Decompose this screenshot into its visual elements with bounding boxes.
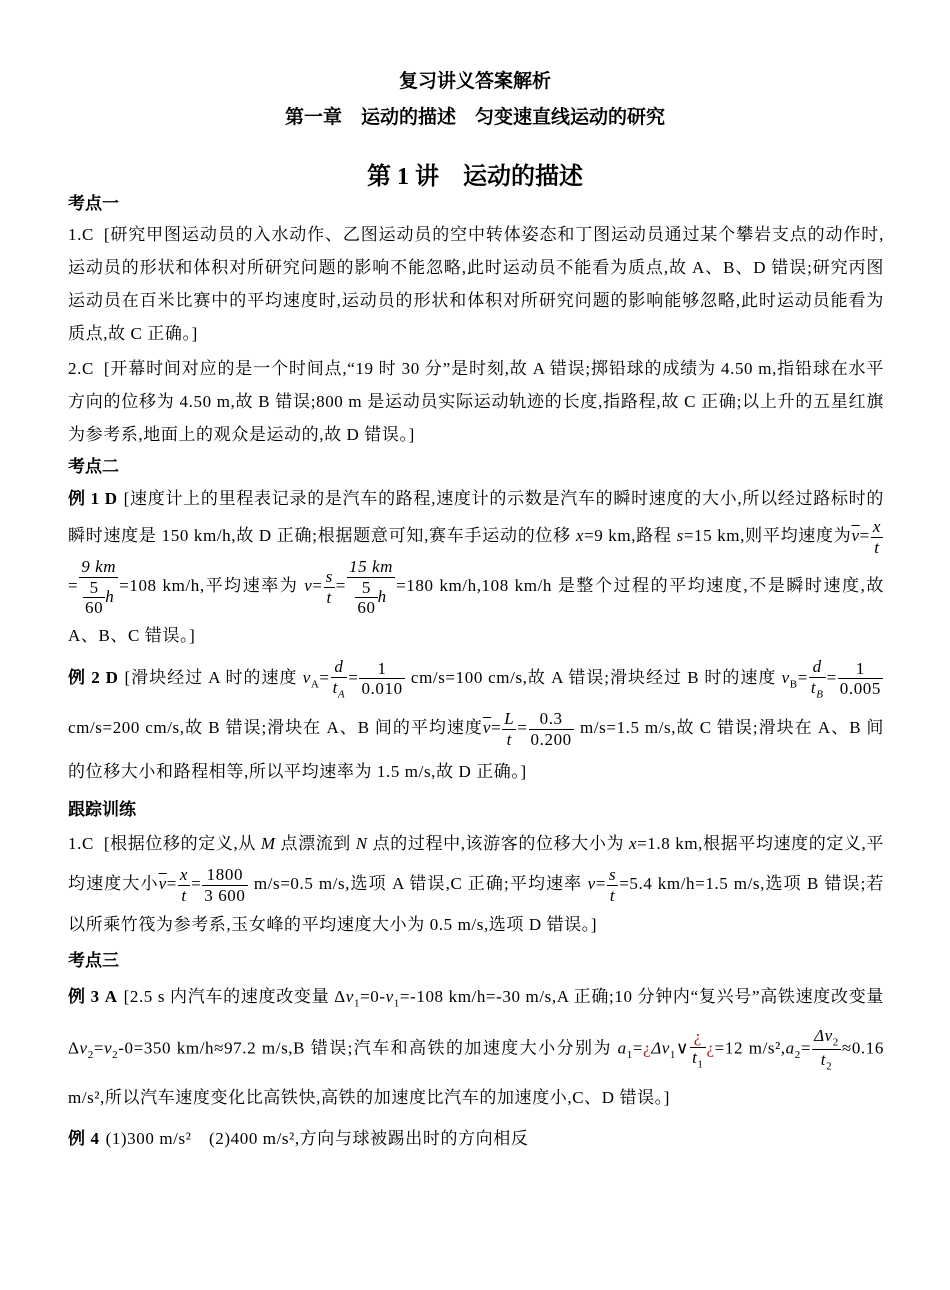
math-eq: = — [191, 874, 202, 894]
frac-den: 60 — [357, 598, 376, 618]
fraction-1800-over-3600 — [202, 865, 247, 905]
frac-num: 9 km — [81, 557, 117, 577]
frac-num: 5 — [83, 578, 105, 599]
fraction-s-over-t — [607, 865, 618, 905]
example-label: 例 3 A — [68, 987, 118, 1007]
answer-training-1 — [68, 824, 884, 945]
text-run: =1.8 km,根据平均速度的定义,平均速度大小 — [68, 834, 885, 894]
frac-den: t — [874, 537, 880, 557]
math-eq: = — [312, 576, 323, 596]
math-var: s — [676, 525, 684, 545]
answer-text: (1)300 m/s² (2)400 m/s²,方向与球被踢出时的方向相反 — [105, 1129, 529, 1149]
text-run: =5.4 km/h=1.5 m/s,选项 B 错误;若以所乘竹筏为参考系,玉女峰的平均速度大小为 0.5 m/s,选项 D 错误。] — [68, 874, 884, 935]
section-kaodian-1: 考点一 — [68, 194, 119, 213]
frac-num: x — [179, 865, 189, 885]
chapter-title: 第一章 运动的描述 匀变速直线运动的研究 — [284, 107, 665, 128]
math-var: v — [104, 1038, 113, 1058]
frac-num: x — [872, 517, 881, 536]
math-sub: 1 — [697, 1058, 704, 1071]
answer-label: 1.C — [68, 225, 94, 244]
text-run: =180 km/h,108 km/h 是整个过程的平均速度,不是瞬时速度,故 A、B、C 错误。] — [68, 576, 884, 645]
fraction-s-over-t — [324, 567, 335, 607]
math-var: a — [785, 1038, 795, 1058]
math-eq: = — [93, 1038, 104, 1058]
text-run: m/s=1.5 m/s,故 C 错误;滑块在 A、B 间的位移大小和路程相等,所以平均速率为 1.5 m/s,故 D 正确。] — [68, 718, 884, 782]
math-eq: = — [826, 667, 837, 687]
math-sub: 2 — [87, 1048, 94, 1061]
math-eq: = — [859, 525, 870, 545]
lecture-title: 第 1 讲 运动的描述 — [367, 164, 583, 190]
text-run: [2.5 s 内汽车的速度改变量 Δ — [123, 987, 346, 1007]
text-run: cm/s=200 cm/s,故 B 错误;滑块在 A、B 间的平均速度 — [68, 718, 483, 738]
section-kaodian-3: 考点三 — [68, 951, 119, 971]
math-sub: 2 — [112, 1048, 119, 1061]
math-sub: A — [310, 678, 320, 691]
text-run: =-108 km/h=-30 m/s,A 正确;10 分钟内“复兴号”高铁速度改变量 Δ — [68, 987, 884, 1058]
math-eq: = — [517, 718, 528, 738]
math-var: a — [617, 1038, 627, 1058]
fraction-1-over-0010 — [359, 659, 404, 699]
math-sub: 1 — [353, 997, 361, 1010]
math-eq: = — [335, 576, 346, 596]
frac-den: t — [506, 729, 512, 749]
math-sub: A — [337, 687, 346, 700]
example-label: 例 1 D — [68, 489, 118, 508]
frac-den: t — [326, 587, 332, 607]
garbled-glyph: ∨ — [676, 1038, 690, 1058]
fraction-9km-over-5-60h — [79, 557, 118, 618]
math-var: N — [355, 834, 368, 854]
math-var: M — [260, 834, 276, 854]
math-eq: = — [797, 667, 808, 687]
text-run: 点漂流到 — [275, 834, 356, 854]
frac-num: ¿ — [690, 1027, 705, 1048]
math-var: $\overline{v}$ — [851, 525, 860, 545]
fraction-x-over-t — [871, 517, 883, 557]
math-var: v — [304, 576, 313, 596]
math-sub: B — [816, 687, 824, 700]
math-eq: = — [319, 667, 330, 687]
text-run: [根据位移的定义,从 — [103, 834, 261, 854]
frac-num: 1 — [838, 659, 883, 680]
math-delta: Δ — [814, 1025, 825, 1045]
text-run: [滑块经过 A 时的速度 — [124, 667, 303, 687]
math-var: x — [575, 525, 585, 545]
garbled-glyph: ¿ — [643, 1038, 652, 1058]
math-sub: 2 — [826, 1060, 833, 1073]
fraction-1-over-0005 — [838, 659, 883, 699]
text-run: =12 m/s², — [714, 1038, 786, 1058]
frac-den: t — [609, 885, 616, 905]
math-var: v — [385, 987, 394, 1007]
math-sub: 1 — [669, 1048, 677, 1061]
frac-den: 3 600 — [204, 885, 246, 905]
fraction-L-over-t — [502, 709, 516, 749]
text-run: =108 km/h,平均速率为 — [119, 576, 305, 596]
text-run: m/s=0.5 m/s,选项 A 错误,C 正确;平均速率 — [248, 874, 588, 894]
math-eq: = — [166, 874, 177, 894]
math-var: $\overline{v}$ — [482, 718, 492, 738]
frac-num: 1800 — [202, 865, 247, 886]
frac-num: 1 — [359, 659, 404, 680]
text-run: =9 km,路程 — [584, 525, 677, 545]
frac-den: t — [332, 677, 338, 697]
fraction-15km-over-5-60h — [347, 557, 395, 618]
answer-example-2 — [68, 656, 884, 794]
answer-text: [开幕时间对应的是一个时间点,“19 时 30 分”是时刻,故 A 错误;掷铅球的成绩为 4.50 m,指铅球在水平方向的位移为 4.50 m,故 B 错误;800 m 是运动员实际运动轨迹的长度,指路程,故 C 正确;以上升的五星红旗为参考系,地面上的观众是运动的,故 D 错误。] — [68, 359, 884, 444]
answer-q2 — [68, 352, 884, 451]
frac-den: 0.200 — [530, 729, 572, 749]
math-sub: 1 — [393, 997, 400, 1010]
frac-num: L — [504, 709, 515, 729]
math-sub: B — [789, 678, 798, 691]
answer-label: 2.C — [68, 359, 94, 378]
answer-content — [68, 190, 884, 1157]
frac-den: t — [820, 1049, 827, 1069]
garbled-glyph: ¿ — [706, 1038, 715, 1058]
text-run: =15 km,则平均速度为 — [683, 525, 852, 545]
math-eq: = — [800, 1038, 812, 1058]
fraction-garbled-over-t1 — [690, 1027, 705, 1071]
answer-q1 — [68, 218, 884, 350]
section-kaodian-2: 考点二 — [68, 457, 119, 476]
math-var: $\overline{v}$ — [158, 874, 167, 894]
answer-text: [研究甲图运动员的入水动作、乙图运动员的空中转体姿态和丁图运动员通过某个攀岩支点的动作时,运动员的形状和体积对所研究问题的影响不能忽略,此时运动员不能看为质点,故 A、B、D 错误;研究丙图运动员在百米比赛中的平均速度时,运动员的形状和体积对所研究问题的影响能够忽略,此时运动员能看为质点,故 C 正确。] — [68, 225, 884, 343]
example-label: 例 4 — [68, 1129, 100, 1149]
math-var: v — [345, 987, 354, 1007]
math-eq: = — [491, 718, 502, 738]
text-run: 点的过程中,该游客的位移大小为 — [367, 834, 629, 854]
fraction-d-over-tB — [809, 657, 826, 701]
math-eq: = — [68, 576, 79, 596]
text-run: -0=350 km/h≈97.2 m/s,B 错误;汽车和高铁的加速度大小分别为 — [118, 1038, 618, 1058]
section-tracking-training: 跟踪训练 — [68, 800, 136, 820]
text-run: =0- — [360, 987, 386, 1007]
math-var: v — [79, 1038, 88, 1058]
frac-num: s — [325, 567, 333, 587]
example-label: 例 2 D — [68, 667, 119, 687]
frac-num: 15 km — [348, 557, 394, 577]
fraction-dv2-over-t2 — [812, 1026, 841, 1073]
frac-num: s — [608, 865, 617, 885]
text-run: [速度计上的里程表记录的是汽车的路程,速度计的示数是汽车的瞬时速度的大小,所以经过路标时的瞬时速度是 150 km/h,故 D 正确;根据题意可知,赛车手运动的位移 — [68, 489, 884, 545]
math-var: v — [302, 667, 311, 687]
math-sub: 2 — [832, 1036, 839, 1049]
frac-unit: h — [377, 586, 387, 606]
frac-den: t — [181, 885, 187, 905]
frac-num: 5 — [355, 578, 377, 599]
math-var: v — [587, 874, 596, 894]
frac-den: 0.005 — [839, 679, 881, 699]
math-sub: 1 — [626, 1048, 633, 1061]
math-delta: Δ — [651, 1038, 662, 1058]
frac-den: 0.010 — [361, 679, 403, 699]
math-var: x — [628, 834, 638, 854]
math-var: v — [661, 1038, 670, 1058]
answer-example-1 — [68, 481, 884, 654]
text-run: ≈0.16 m/s²,所以汽车速度变化比高铁快,高铁的加速度比汽车的加速度小,C、D 错误。] — [68, 1038, 884, 1108]
fraction-d-over-tA — [331, 657, 348, 701]
text-run: cm/s=100 cm/s,故 A 错误;滑块经过 B 时的速度 — [405, 667, 782, 687]
frac-den: t — [810, 677, 817, 697]
math-sub: 2 — [794, 1048, 801, 1061]
answer-label: 1.C — [68, 834, 94, 854]
frac-den: 60 — [85, 598, 104, 618]
frac-unit: h — [105, 586, 115, 606]
frac-num: v — [824, 1025, 833, 1045]
math-var: v — [781, 667, 790, 687]
fraction-x-over-t — [178, 865, 190, 905]
frac-num: 0.3 — [529, 709, 574, 730]
math-eq: = — [632, 1038, 644, 1058]
doc-title: 复习讲义答案解析 — [398, 71, 551, 92]
answer-example-4 — [68, 1122, 884, 1155]
frac-num: d — [334, 657, 344, 677]
fraction-03-over-0200 — [529, 709, 574, 749]
answer-example-3 — [68, 975, 884, 1120]
math-eq: = — [348, 667, 359, 687]
frac-den: t — [692, 1047, 698, 1067]
frac-num: d — [812, 657, 822, 677]
math-eq: = — [595, 874, 606, 894]
